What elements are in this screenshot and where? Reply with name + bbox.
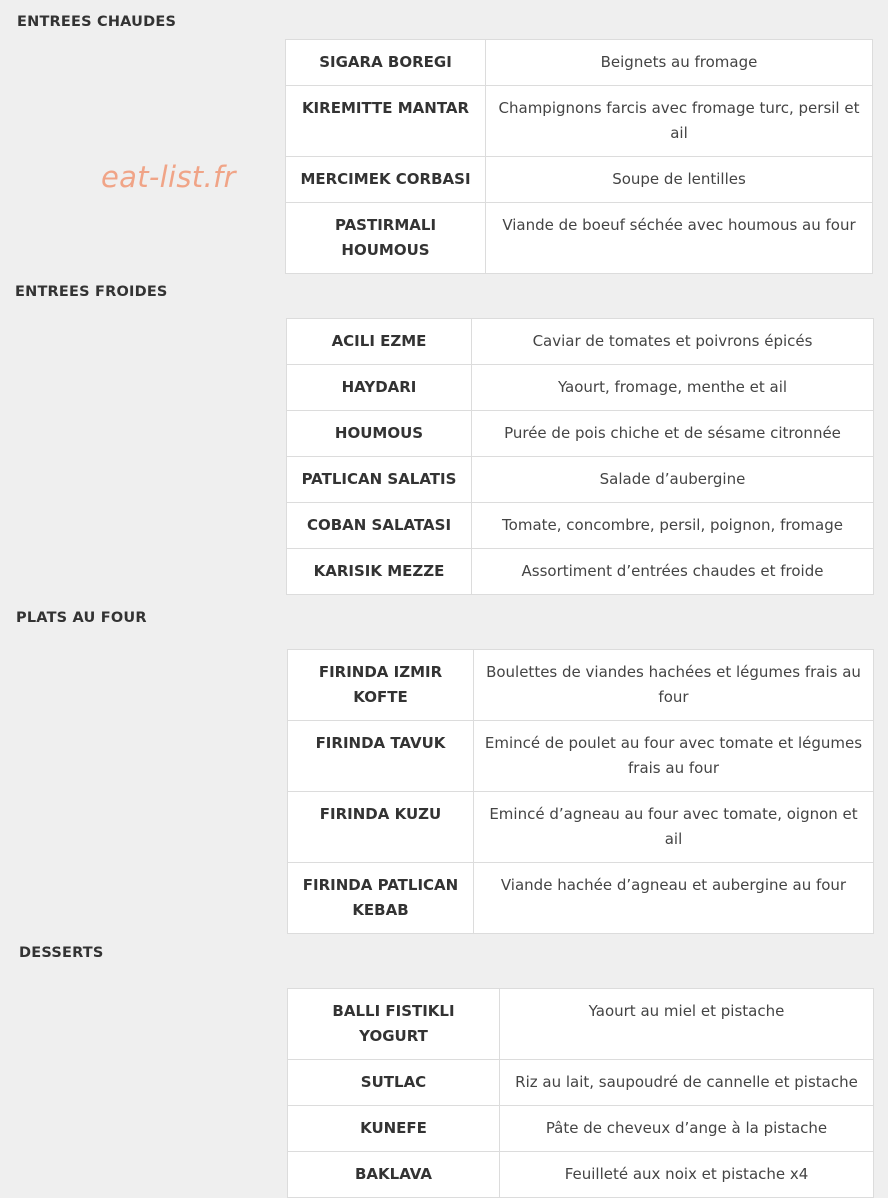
dish-name: HOUMOUS <box>287 411 472 457</box>
dish-name: BALLI FISTIKLI YOGURT <box>288 989 500 1060</box>
dish-name: HAYDARI <box>287 365 472 411</box>
dish-description: Viande hachée d’agneau et aubergine au four <box>474 863 874 934</box>
menu-table-entrees-froides <box>286 318 874 595</box>
dish-description: Pâte de cheveux d’ange à la pistache <box>500 1106 874 1152</box>
table-row <box>286 40 873 86</box>
dish-description: Feuilleté aux noix et pistache x4 <box>500 1152 874 1198</box>
dish-description: Assortiment d’entrées chaudes et froide <box>472 549 874 595</box>
section-title-entrees-froides: ENTREES FROIDES <box>15 284 168 300</box>
dish-name: MERCIMEK CORBASI <box>286 157 486 203</box>
dish-name: FIRINDA IZMIR KOFTE <box>288 650 474 721</box>
section-title-entrees-chaudes: ENTREES CHAUDES <box>17 14 177 30</box>
table-row <box>287 503 874 549</box>
section-title-plats-au-four: PLATS AU FOUR <box>16 610 147 626</box>
dish-name: SUTLAC <box>288 1060 500 1106</box>
dish-name: BAKLAVA <box>288 1152 500 1198</box>
table-row <box>286 86 873 157</box>
dish-description: Tomate, concombre, persil, poignon, fromage <box>472 503 874 549</box>
dish-description: Riz au lait, saupoudré de cannelle et pistache <box>500 1060 874 1106</box>
dish-name: KARISIK MEZZE <box>287 549 472 595</box>
menu-table-entrees-chaudes <box>285 39 873 274</box>
section-title-desserts: DESSERTS <box>19 945 104 961</box>
table-row <box>286 203 873 274</box>
dish-description: Yaourt au miel et pistache <box>500 989 874 1060</box>
dish-description: Soupe de lentilles <box>486 157 873 203</box>
table-row <box>288 1152 874 1198</box>
table-row <box>288 989 874 1060</box>
dish-name: COBAN SALATASI <box>287 503 472 549</box>
dish-description: Emincé de poulet au four avec tomate et légumes frais au four <box>474 721 874 792</box>
dish-description: Boulettes de viandes hachées et légumes frais au four <box>474 650 874 721</box>
dish-description: Viande de boeuf séchée avec houmous au four <box>486 203 873 274</box>
dish-name: PATLICAN SALATIS <box>287 457 472 503</box>
table-row <box>288 792 874 863</box>
dish-description: Purée de pois chiche et de sésame citronnée <box>472 411 874 457</box>
dish-description: Beignets au fromage <box>486 40 873 86</box>
dish-name: KUNEFE <box>288 1106 500 1152</box>
watermark-text: eat-list.fr <box>101 160 236 194</box>
dish-description: Caviar de tomates et poivrons épicés <box>472 319 874 365</box>
dish-name: PASTIRMALI HOUMOUS <box>286 203 486 274</box>
table-row <box>287 319 874 365</box>
menu-table-plats-au-four <box>287 649 874 934</box>
table-row <box>288 1106 874 1152</box>
table-row <box>287 457 874 503</box>
dish-description: Champignons farcis avec fromage turc, persil et ail <box>486 86 873 157</box>
table-row <box>288 863 874 934</box>
dish-name: ACILI EZME <box>287 319 472 365</box>
table-row <box>286 157 873 203</box>
table-row <box>287 549 874 595</box>
dish-name: FIRINDA PATLICAN KEBAB <box>288 863 474 934</box>
table-row <box>288 721 874 792</box>
dish-name: FIRINDA KUZU <box>288 792 474 863</box>
table-row <box>287 411 874 457</box>
dish-description: Salade d’aubergine <box>472 457 874 503</box>
dish-name: SIGARA BOREGI <box>286 40 486 86</box>
dish-description: Emincé d’agneau au four avec tomate, oignon et ail <box>474 792 874 863</box>
dish-name: FIRINDA TAVUK <box>288 721 474 792</box>
dish-description: Yaourt, fromage, menthe et ail <box>472 365 874 411</box>
dish-name: KIREMITTE MANTAR <box>286 86 486 157</box>
table-row <box>287 365 874 411</box>
table-row <box>288 1060 874 1106</box>
menu-table-desserts <box>287 988 874 1198</box>
table-row <box>288 650 874 721</box>
